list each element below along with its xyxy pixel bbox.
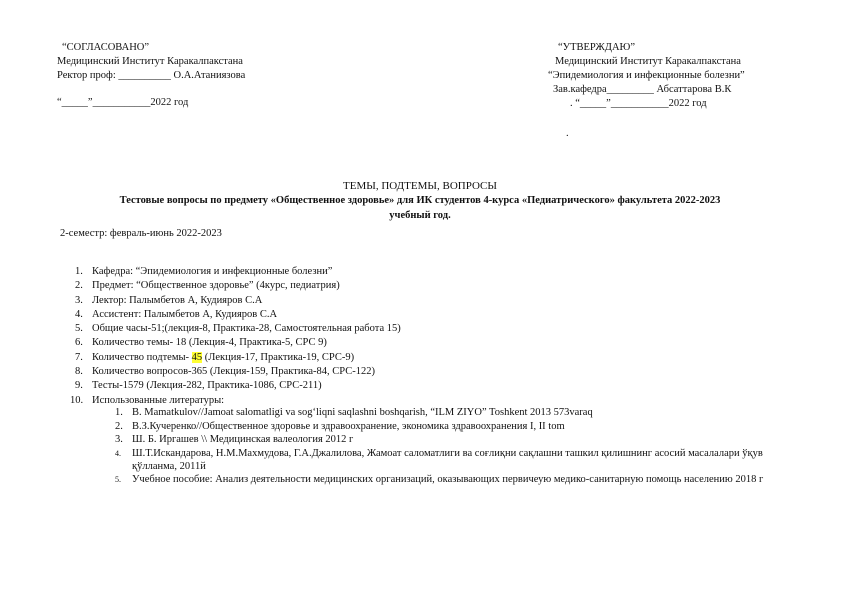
list-item-literature bbox=[70, 394, 795, 487]
list-item bbox=[75, 366, 795, 380]
item-number: 4. bbox=[75, 308, 83, 320]
item-text: Общие часы-51;(лекция-8, Практика-28, Самостоятельная работа 15) bbox=[92, 323, 401, 335]
literature-item bbox=[115, 421, 795, 434]
approval-right-heading: “УТВЕРЖДАЮ” bbox=[558, 42, 636, 53]
item-number: 2. bbox=[75, 280, 83, 292]
list-item bbox=[75, 337, 795, 351]
list-item bbox=[75, 309, 795, 323]
list-item bbox=[75, 380, 795, 394]
literature-text: Учебное пособие: Анализ деятельности медицинских организаций, оказывающих первичеую медико-санитарную помощь населению 2018 г bbox=[132, 474, 764, 486]
list-item bbox=[75, 323, 795, 337]
list-item bbox=[75, 352, 795, 366]
item-number: 8. bbox=[75, 366, 83, 378]
semester-line: 2-семестр: февраль-июнь 2022-2023 bbox=[60, 228, 222, 239]
item-text: Тесты-1579 (Лекция-282, Практика-1086, СРС-211) bbox=[92, 380, 322, 392]
item-number: 7. bbox=[75, 351, 83, 363]
item-number: 9. bbox=[75, 380, 83, 392]
approval-right-department: “Эпидемиология и инфекционные болезни” bbox=[548, 70, 745, 81]
approval-left-heading: “СОГЛАСОВАНО” bbox=[62, 42, 150, 53]
document-title-block bbox=[70, 180, 770, 222]
literature-item bbox=[115, 434, 795, 447]
item-text: Ассистент: Палымбетов А, Кудияров С.А bbox=[92, 308, 278, 320]
approval-left-institute: Медицинский Институт Каракалпакстана bbox=[57, 56, 243, 67]
item-text-before: Количество подтемы- bbox=[92, 351, 192, 363]
item-number: 10. bbox=[70, 394, 84, 406]
item-text: Количество темы- 18 (Лекция-4, Практика-5, СРС 9) bbox=[92, 337, 327, 349]
item-text-after: (Лекция-17, Практика-19, СРС-9) bbox=[202, 351, 355, 363]
literature-item bbox=[115, 474, 795, 487]
literature-text: Ш. Б. Иргашев \\ Медицинская валеология 2012 г bbox=[132, 434, 354, 446]
literature-number: 4. bbox=[115, 449, 121, 459]
list-item bbox=[75, 295, 795, 309]
highlighted-number: 45 bbox=[191, 351, 203, 363]
item-number: 5. bbox=[75, 323, 83, 335]
literature-item bbox=[115, 407, 795, 420]
literature-list bbox=[115, 407, 795, 487]
list-item bbox=[75, 266, 795, 280]
document-title: ТЕМЫ, ПОДТЕМЫ, ВОПРОСЫ bbox=[343, 180, 497, 192]
stray-dot: . bbox=[566, 128, 569, 139]
document-subtitle-line1: Тестовые вопросы по предмету «Общественное здоровье» для ИК студентов 4-курса «Педиатрического» факультета 2022-2023 bbox=[119, 195, 721, 207]
literature-item bbox=[115, 448, 795, 473]
item-text: Предмет: “Общественное здоровье” (4курс, педиатрия) bbox=[92, 280, 340, 292]
item-text: Использованные литературы: bbox=[92, 394, 225, 406]
literature-text: B. Mamatkulov//Jamoat salomatligi va sog‘liqni saqlashni boshqarish, “ILM ZIYO” Toshkent 2013 573varaq bbox=[132, 407, 593, 419]
approval-left-date: “_____”___________2022 год bbox=[57, 97, 189, 108]
literature-number: 5. bbox=[115, 475, 121, 485]
approval-right-head: Зав.кафедра_________ Абсаттарова В.К bbox=[553, 84, 732, 95]
approval-right-block bbox=[548, 42, 808, 112]
item-number: 1. bbox=[75, 266, 83, 277]
approval-left-block bbox=[57, 42, 387, 111]
info-list bbox=[70, 266, 795, 488]
literature-number: 3. bbox=[115, 434, 123, 446]
item-number: 3. bbox=[75, 294, 83, 306]
literature-text: Ш.Т.Искандарова, Н.М.Махмудова, Г.А.Джалилова, Жамоат саломатлиги ва соғлиқни сақлашни ташкил қилишнинг асосий масалалари ўқув қўлланма, 2011й bbox=[132, 448, 763, 472]
item-text: Количество вопросов-365 (Лекция-159, Практика-84, СРС-122) bbox=[92, 366, 376, 378]
literature-number: 2. bbox=[115, 420, 123, 432]
literature-number: 1. bbox=[115, 407, 123, 419]
approval-left-rector: Ректор проф: __________ О.А.Атаниязова bbox=[57, 70, 246, 81]
list-item bbox=[75, 280, 795, 294]
item-number: 6. bbox=[75, 337, 83, 349]
literature-text: В.З.Кучеренко//Общественное здоровье и здравоохранение, экономика здравоохранения I, II tom bbox=[132, 420, 565, 432]
item-text: Лектор: Палымбетов А, Кудияров С.А bbox=[92, 294, 263, 306]
approval-right-institute: Медицинский Институт Каракалпакстана bbox=[555, 56, 741, 67]
item-text: Кафедра: “Эпидемиология и инфекционные болезни” bbox=[92, 266, 333, 277]
approval-right-date: . “_____”___________2022 год bbox=[570, 98, 707, 109]
document-subtitle-line2: учебный год. bbox=[389, 209, 451, 221]
